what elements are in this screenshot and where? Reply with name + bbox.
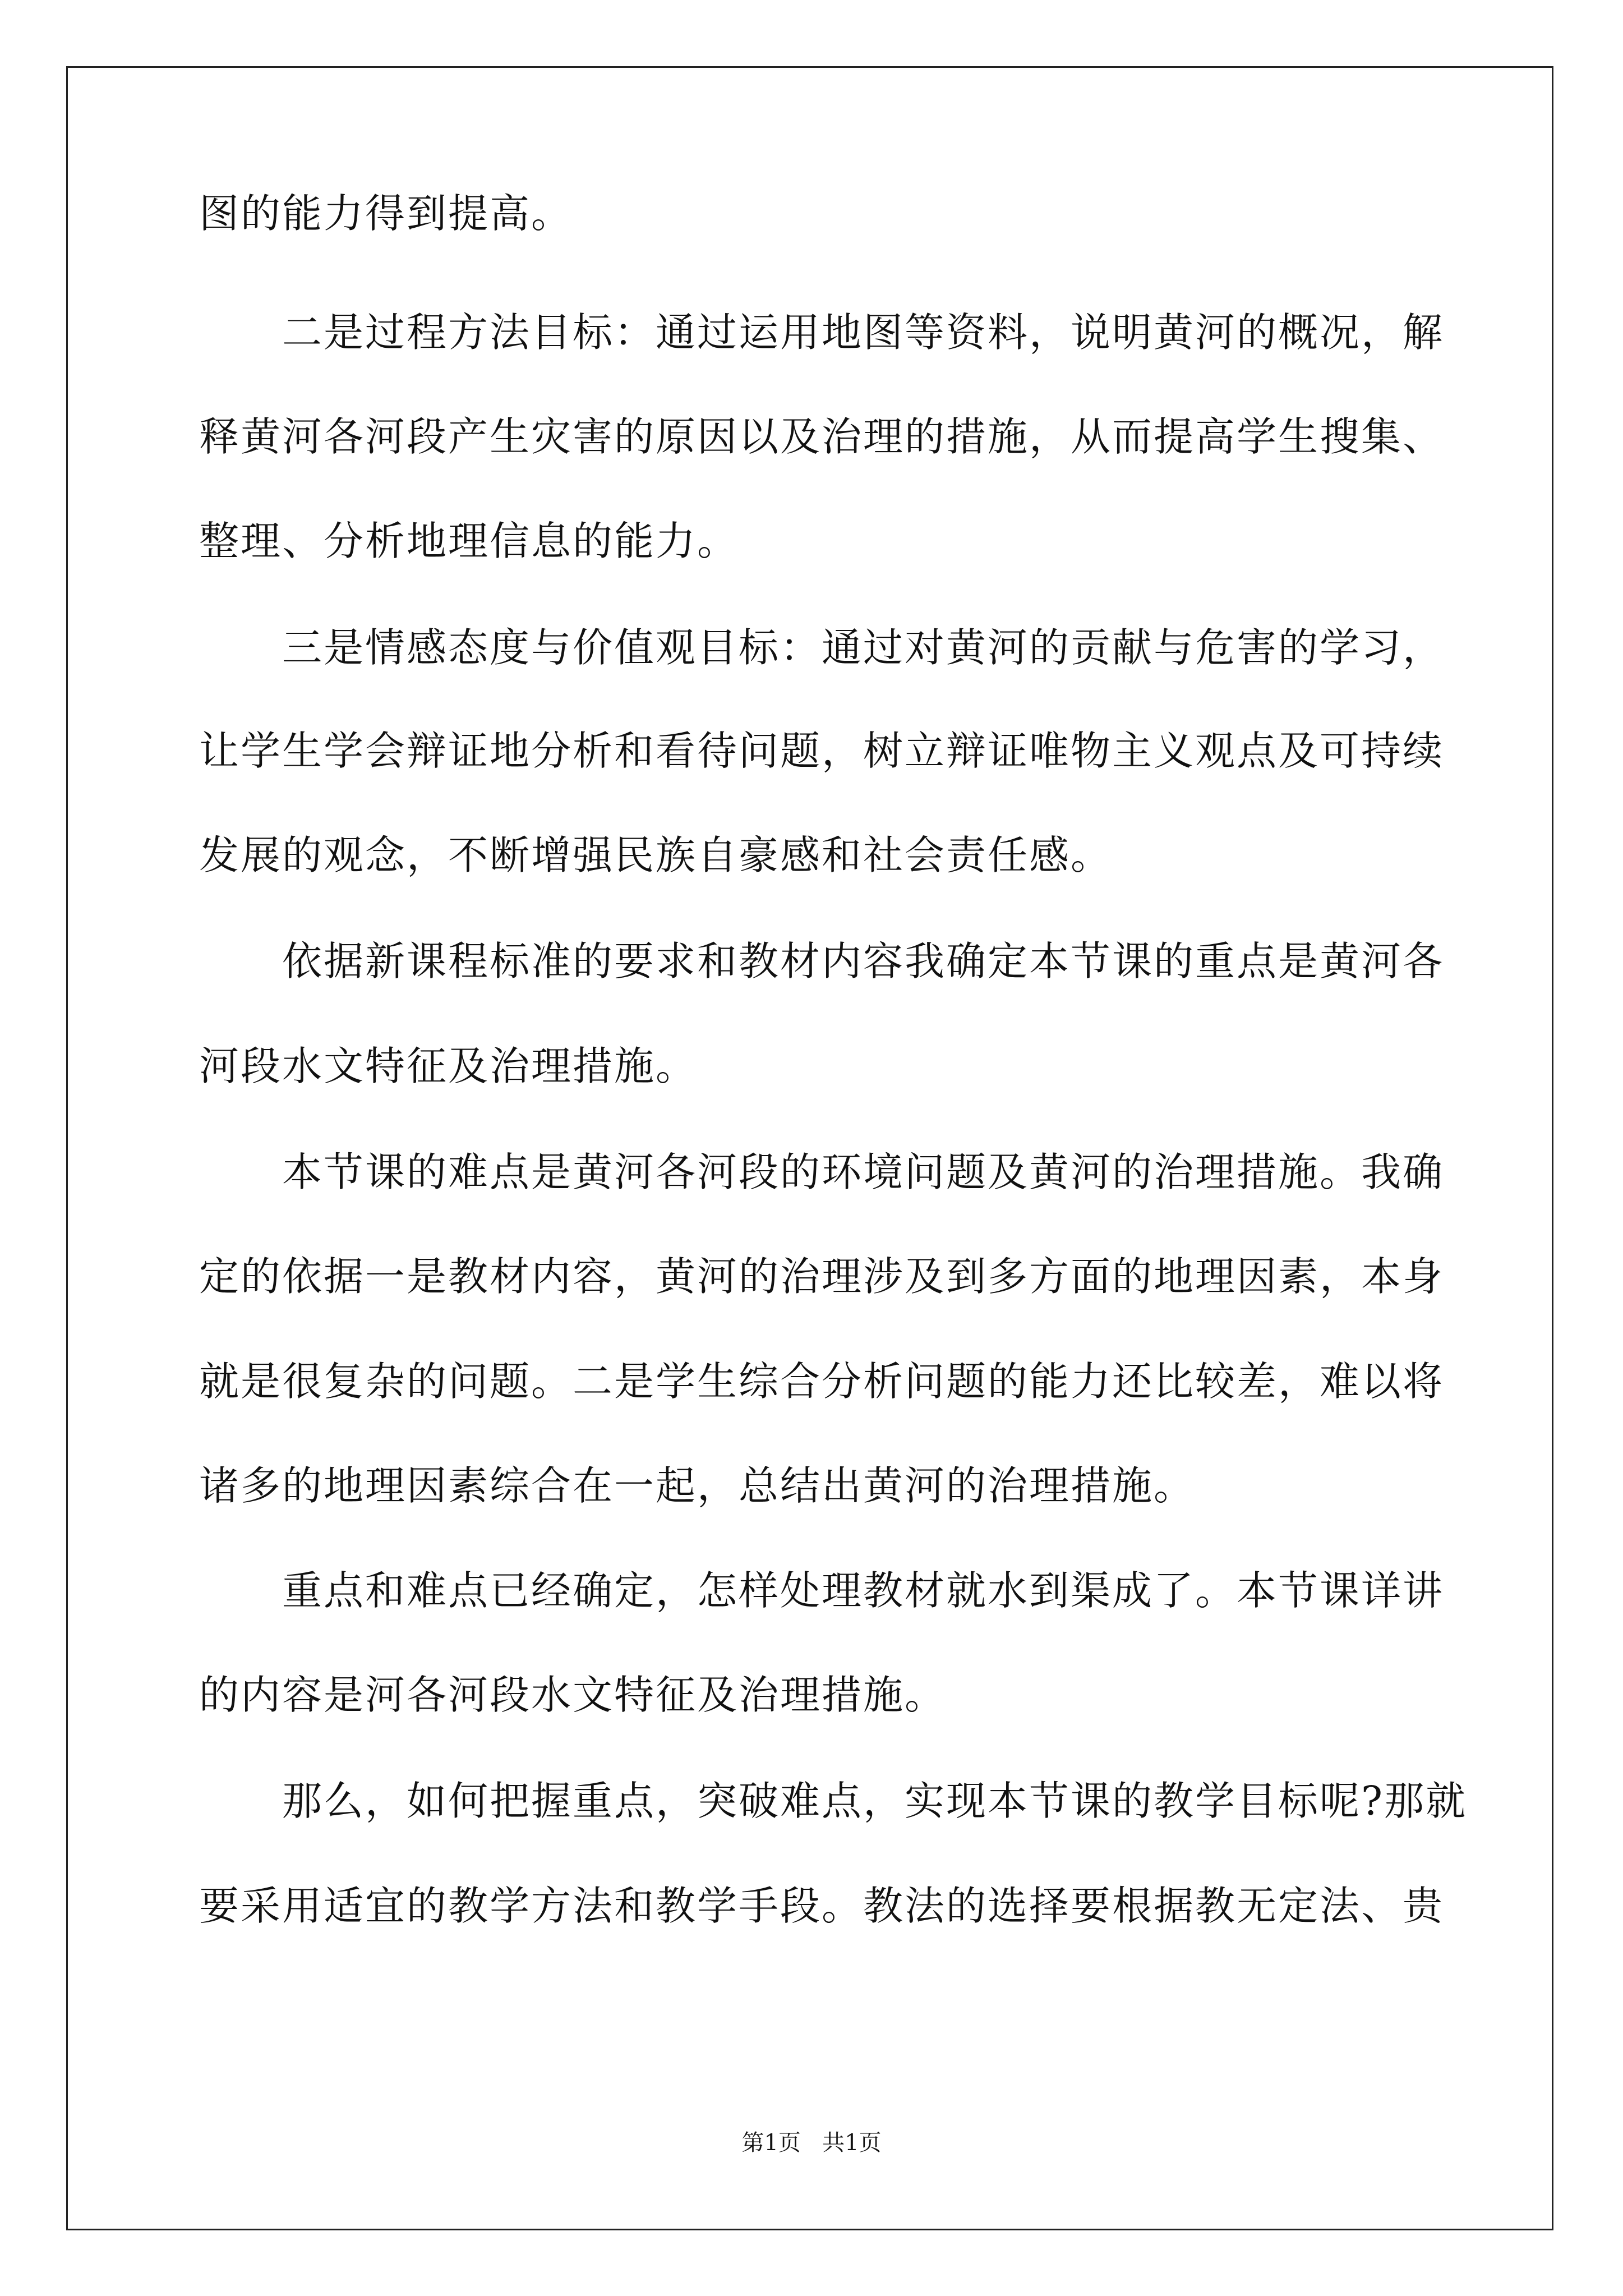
text-line: 重点和难点已经确定，怎样处理教材就水到渠成了。本节课详讲	[199, 1567, 1445, 1614]
page-total: 共1页	[822, 2130, 882, 2156]
text-line: 三是情感态度与价值观目标：通过对黄河的贡献与危害的学习，	[199, 624, 1445, 671]
text-line: 释黄河各河段产生灾害的原因以及治理的措施，从而提高学生搜集、	[199, 413, 1445, 460]
text-line: 本节课的难点是黄河各河段的环境问题及黄河的治理措施。我确	[199, 1149, 1445, 1195]
text-line: 二是过程方法目标：通过运用地图等资料，说明黄河的概况，解	[199, 309, 1445, 356]
text-line: 那么，如何把握重点，突破难点，实现本节课的教学目标呢?那就	[199, 1778, 1468, 1824]
text-line: 让学生学会辩证地分析和看待问题，树立辩证唯物主义观点及可持续	[199, 728, 1445, 774]
text-line: 图的能力得到提高。	[199, 190, 573, 237]
text-line: 的内容是河各河段水文特征及治理措施。	[199, 1672, 947, 1718]
text-line: 河段水文特征及治理措施。	[199, 1043, 698, 1089]
text-line: 定的依据一是教材内容，黄河的治理涉及到多方面的地理因素，本身	[199, 1253, 1445, 1300]
page-footer	[0, 2131, 1623, 2155]
text-line: 就是很复杂的问题。二是学生综合分析问题的能力还比较差，难以将	[199, 1358, 1445, 1405]
text-line: 诸多的地理因素综合在一起，总结出黄河的治理措施。	[199, 1462, 1196, 1509]
text-line: 要采用适宜的教学方法和教学手段。教法的选择要根据教无定法、贵	[199, 1883, 1445, 1929]
page-number: 第1页	[741, 2130, 801, 2156]
text-line: 发展的观念，不断增强民族自豪感和社会责任感。	[199, 832, 1113, 878]
text-line: 依据新课程标准的要求和教材内容我确定本节课的重点是黄河各	[199, 938, 1445, 984]
text-line: 整理、分析地理信息的能力。	[199, 518, 739, 564]
